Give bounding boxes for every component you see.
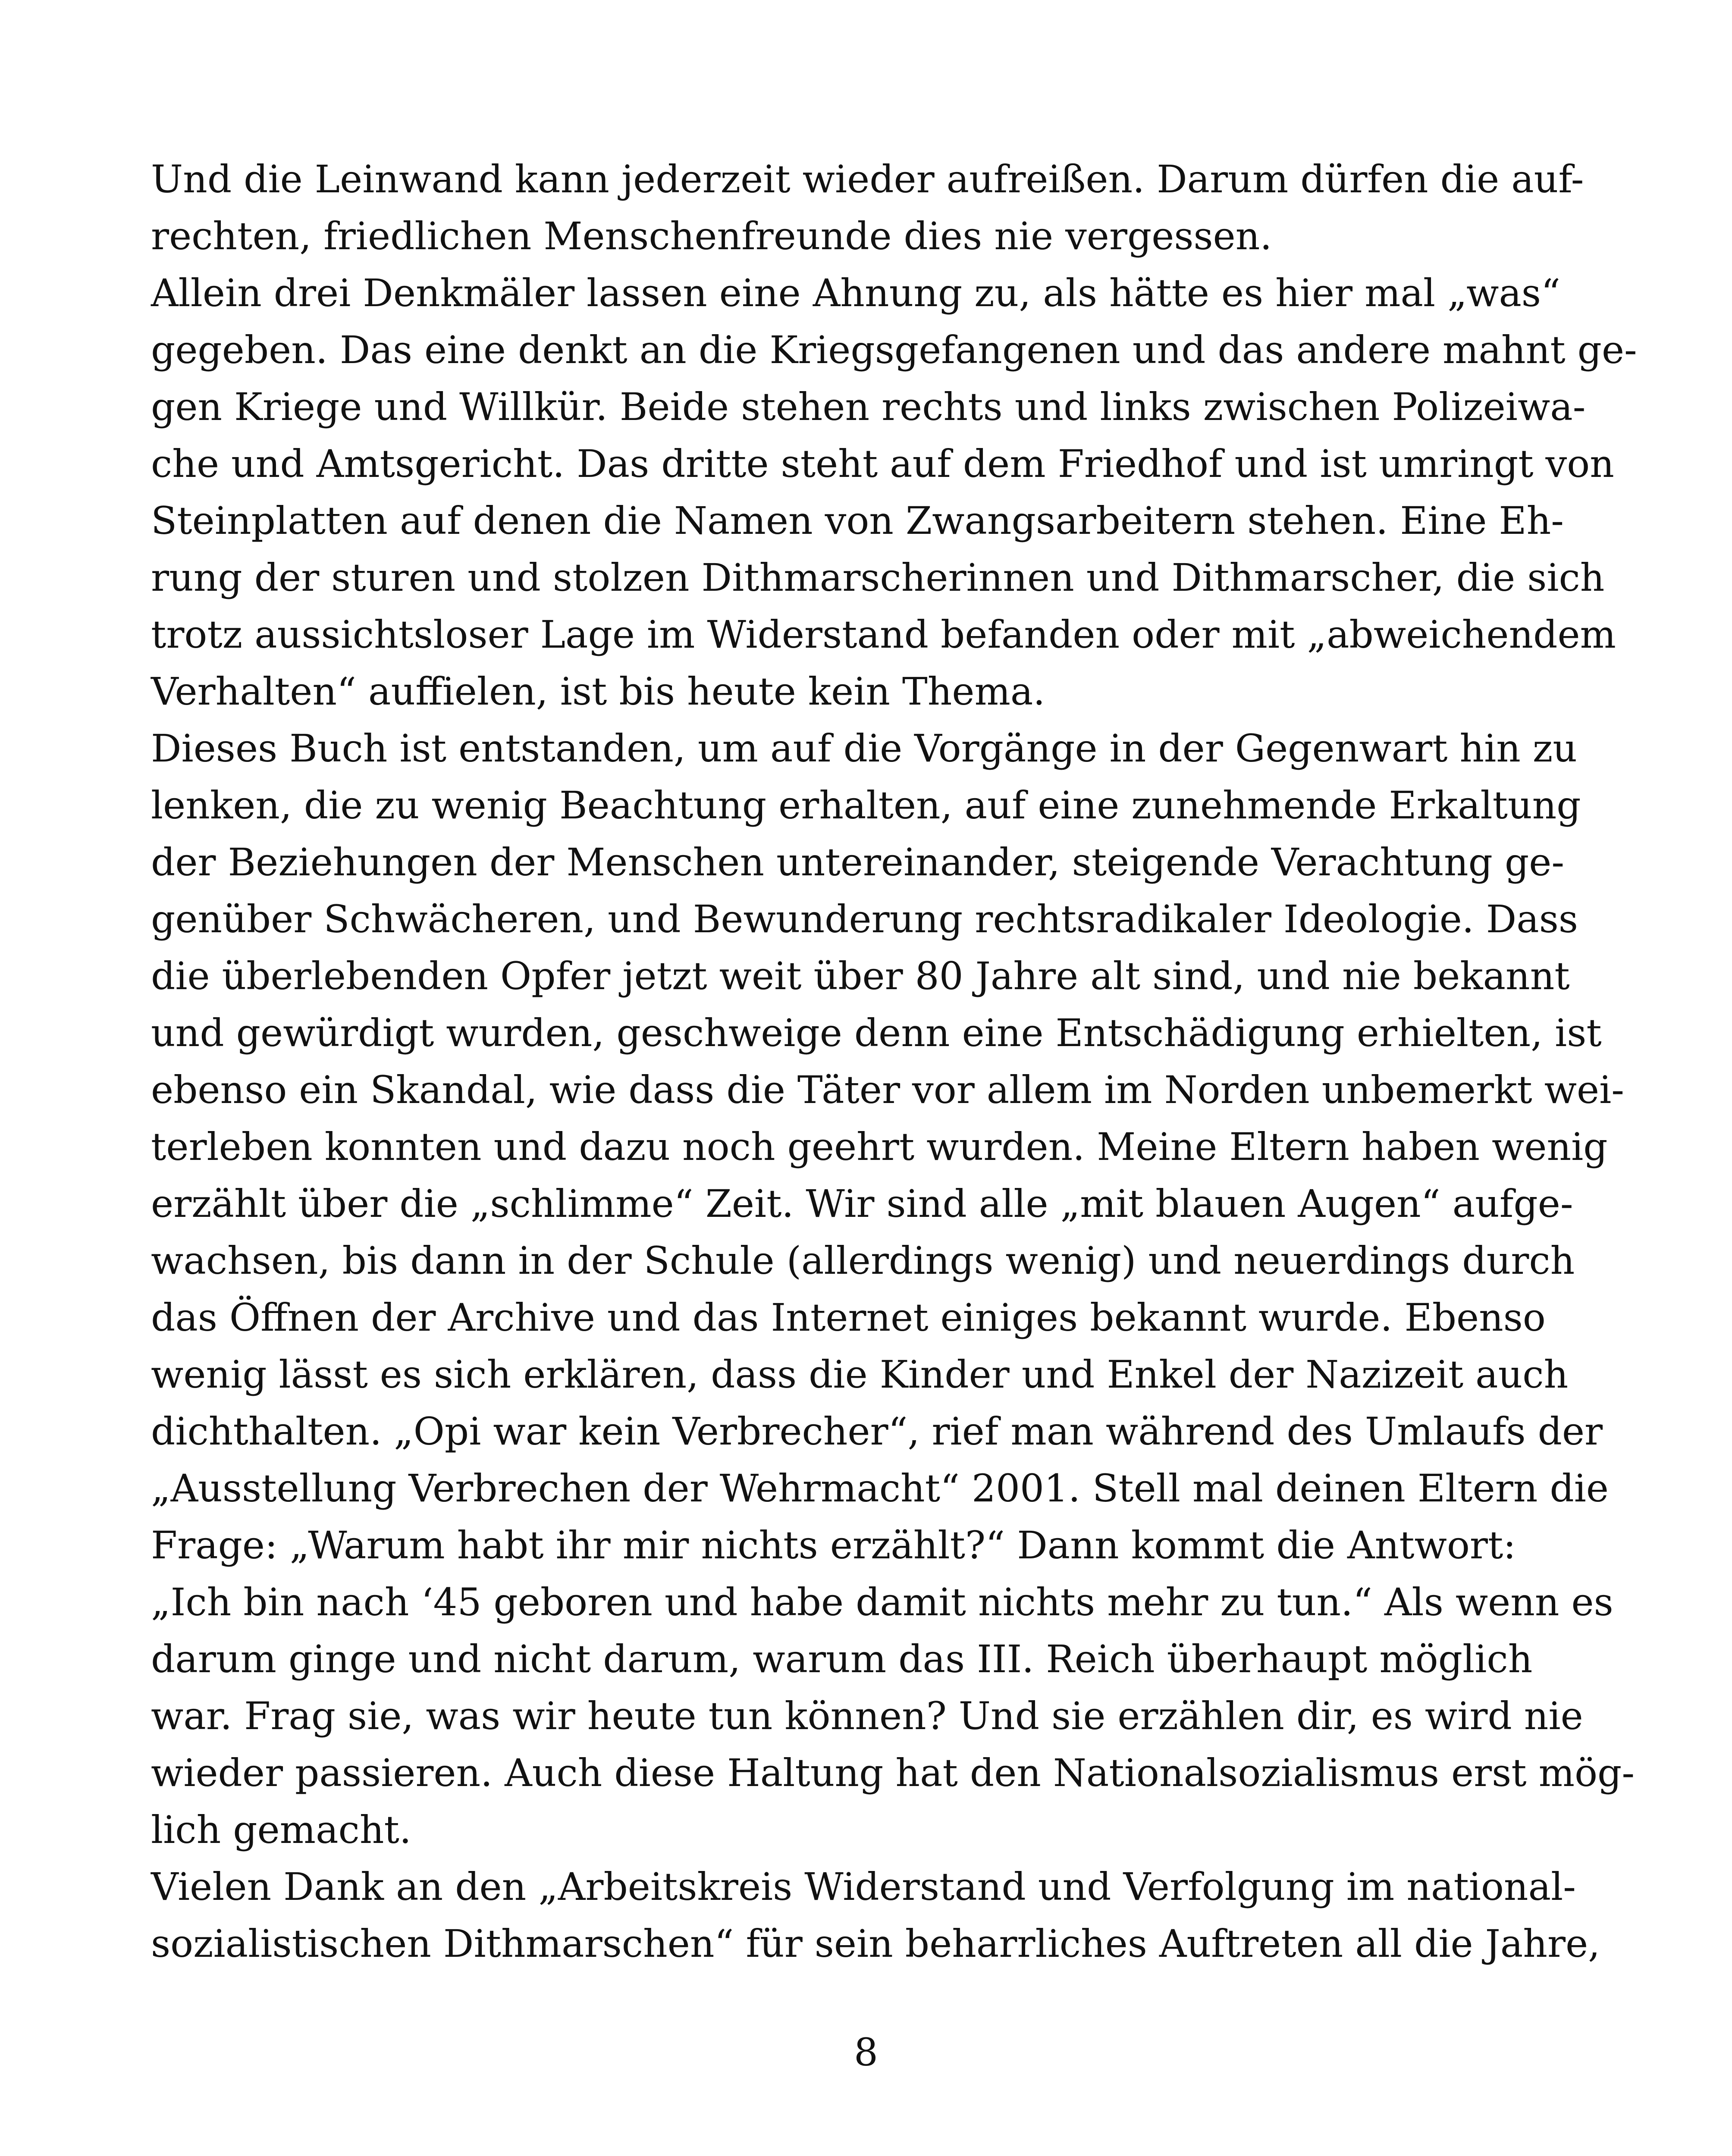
text-line: und gewürdigt wurden, geschweige denn eine Entschädigung erhielten, ist <box>151 1011 1602 1055</box>
text-line: che und Amtsgericht. Das dritte steht auf dem Friedhof und ist umringt von <box>151 442 1614 486</box>
text-line: gegeben. Das eine denkt an die Kriegsgefangenen und das andere mahnt ge- <box>151 328 1637 372</box>
text-line: genüber Schwächeren, und Bewunderung rechtsradikaler Ideologie. Dass <box>151 897 1578 941</box>
text-line: „Ausstellung Verbrechen der Wehrmacht“ 2001. Stell mal deinen Eltern die <box>151 1466 1609 1510</box>
text-line: rechten, friedlichen Menschenfreunde dies nie vergessen. <box>151 214 1272 258</box>
text-line: Verhalten“ auffielen, ist bis heute kein Thema. <box>151 669 1045 714</box>
text-line: wieder passieren. Auch diese Haltung hat den Nationalsozialismus erst mög- <box>151 1751 1635 1795</box>
text-line: Frage: „Warum habt ihr mir nichts erzählt?“ Dann kommt die Antwort: <box>151 1523 1516 1567</box>
text-line: Und die Leinwand kann jederzeit wieder aufreißen. Darum dürfen die auf- <box>151 157 1584 201</box>
text-line: terleben konnten und dazu noch geehrt wurden. Meine Eltern haben wenig <box>151 1125 1608 1169</box>
text-line: wenig lässt es sich erklären, dass die Kinder und Enkel der Nazizeit auch <box>151 1352 1569 1397</box>
text-line: lich gemacht. <box>151 1808 411 1852</box>
page-number: 8 <box>854 2030 878 2075</box>
text-line: Allein drei Denkmäler lassen eine Ahnung zu, als hätte es hier mal „was“ <box>151 271 1561 315</box>
text-line: wachsen, bis dann in der Schule (allerdings wenig) und neuerdings durch <box>151 1238 1575 1283</box>
text-line: der Beziehungen der Menschen untereinander, steigende Verachtung ge- <box>151 840 1565 884</box>
text-line: rung der sturen und stolzen Dithmarscherinnen und Dithmarscher, die sich <box>151 555 1605 600</box>
text-line: die überlebenden Opfer jetzt weit über 80 Jahre alt sind, und nie bekannt <box>151 954 1570 998</box>
text-line: darum ginge und nicht darum, warum das III. Reich überhaupt möglich <box>151 1637 1533 1681</box>
body-text <box>151 151 1637 1972</box>
text-line: war. Frag sie, was wir heute tun können? Und sie erzählen dir, es wird nie <box>151 1694 1583 1738</box>
text-line: „Ich bin nach ‘45 geboren und habe damit nichts mehr zu tun.“ Als wenn es <box>151 1580 1613 1624</box>
text-line: sozialistischen Dithmarschen“ für sein beharrliches Auftreten all die Jahre, <box>151 1921 1600 1966</box>
text-line: lenken, die zu wenig Beachtung erhalten, auf eine zunehmende Erkaltung <box>151 783 1581 827</box>
text-line: trotz aussichtsloser Lage im Widerstand befanden oder mit „abweichendem <box>151 612 1616 657</box>
text-line: erzählt über die „schlimme“ Zeit. Wir sind alle „mit blauen Augen“ aufge- <box>151 1181 1573 1226</box>
text-line: Vielen Dank an den „Arbeitskreis Widerstand und Verfolgung im national- <box>151 1865 1576 1909</box>
text-line: Dieses Buch ist entstanden, um auf die Vorgänge in der Gegenwart hin zu <box>151 726 1577 771</box>
text-line: dichthalten. „Opi war kein Verbrecher“, rief man während des Umlaufs der <box>151 1409 1603 1454</box>
text-line: ebenso ein Skandal, wie dass die Täter vor allem im Norden unbemerkt wei- <box>151 1068 1624 1112</box>
text-line: gen Kriege und Willkür. Beide stehen rechts und links zwischen Polizeiwa- <box>151 385 1586 429</box>
text-line: das Öffnen der Archive und das Internet einiges bekannt wurde. Ebenso <box>151 1295 1546 1340</box>
text-line: Steinplatten auf denen die Namen von Zwangsarbeitern stehen. Eine Eh- <box>151 498 1564 543</box>
